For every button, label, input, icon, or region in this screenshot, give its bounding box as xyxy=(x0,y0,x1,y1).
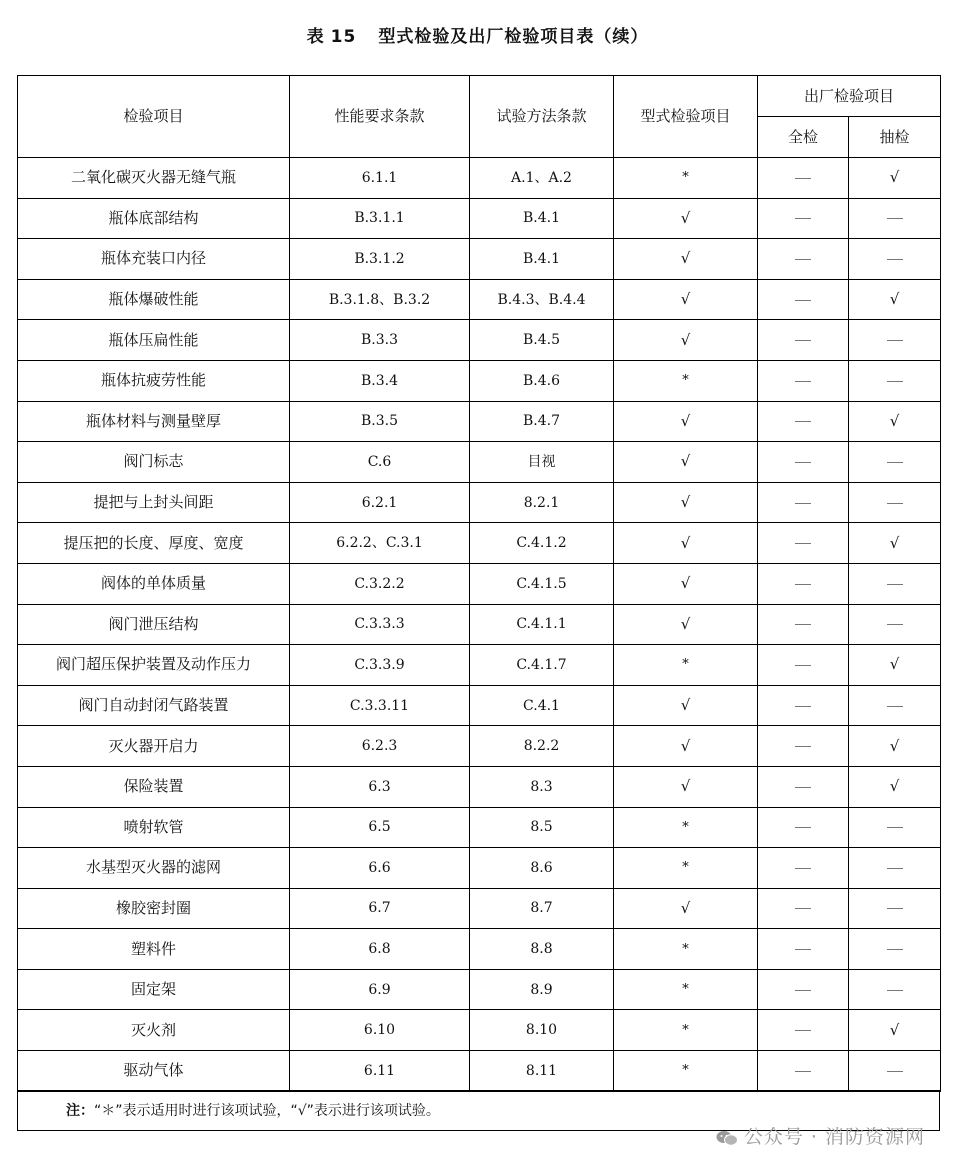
item-cell: 阀门泄压结构 xyxy=(18,604,290,645)
method-cell: 8.2.2 xyxy=(470,726,614,767)
full-inspection-cell xyxy=(758,239,849,280)
table-number: 15 xyxy=(330,27,357,47)
full-inspection-cell xyxy=(758,198,849,239)
inspection-table xyxy=(17,75,941,1092)
full-inspection-cell xyxy=(758,1051,849,1092)
dash-mark xyxy=(887,990,903,991)
method-cell: 8.2.1 xyxy=(470,482,614,523)
table-row xyxy=(18,685,941,726)
requirement-cell: 6.2.2、C.3.1 xyxy=(290,523,470,564)
requirement-cell: 6.10 xyxy=(290,1010,470,1051)
dash-mark xyxy=(795,340,811,341)
requirement-cell: 6.1.1 xyxy=(290,158,470,199)
sample-inspection-cell: √ xyxy=(849,523,941,564)
header-item: 检验项目 xyxy=(18,76,290,158)
watermark xyxy=(716,1122,925,1149)
type-test-cell: √ xyxy=(614,888,758,929)
dash-mark xyxy=(795,584,811,585)
type-test-cell: * xyxy=(614,1051,758,1092)
table-row xyxy=(18,158,941,199)
item-cell: 阀门标志 xyxy=(18,442,290,483)
method-cell: B.4.6 xyxy=(470,360,614,401)
type-test-cell: * xyxy=(614,158,758,199)
type-test-cell: √ xyxy=(614,198,758,239)
sample-inspection-cell xyxy=(849,320,941,361)
method-cell: B.4.1 xyxy=(470,198,614,239)
full-inspection-cell xyxy=(758,401,849,442)
method-cell: 目视 xyxy=(470,442,614,483)
requirement-cell: B.3.5 xyxy=(290,401,470,442)
sample-inspection-cell: √ xyxy=(849,645,941,686)
sample-inspection-cell xyxy=(849,198,941,239)
method-cell: C.4.1.5 xyxy=(470,563,614,604)
requirement-cell: C.3.3.11 xyxy=(290,685,470,726)
item-cell: 驱动气体 xyxy=(18,1051,290,1092)
method-cell: B.4.1 xyxy=(470,239,614,280)
table-row xyxy=(18,888,941,929)
method-cell: 8.9 xyxy=(470,969,614,1010)
item-cell: 塑料件 xyxy=(18,929,290,970)
dash-mark xyxy=(887,868,903,869)
method-cell: C.4.1 xyxy=(470,685,614,726)
type-test-cell: * xyxy=(614,360,758,401)
sample-inspection-cell xyxy=(849,360,941,401)
full-inspection-cell xyxy=(758,1010,849,1051)
sample-inspection-cell xyxy=(849,929,941,970)
type-test-cell: √ xyxy=(614,442,758,483)
header-requirement-clause: 性能要求条款 xyxy=(290,76,470,158)
sample-inspection-cell: √ xyxy=(849,401,941,442)
header-factory-test: 出厂检验项目 xyxy=(758,76,941,117)
item-cell: 固定架 xyxy=(18,969,290,1010)
type-test-cell: * xyxy=(614,807,758,848)
requirement-cell: 6.6 xyxy=(290,848,470,889)
full-inspection-cell xyxy=(758,888,849,929)
header-method-clause: 试验方法条款 xyxy=(470,76,614,158)
item-cell: 瓶体抗疲劳性能 xyxy=(18,360,290,401)
table-row xyxy=(18,969,941,1010)
dash-mark xyxy=(795,908,811,909)
requirement-cell: B.3.1.8、B.3.2 xyxy=(290,279,470,320)
item-cell: 瓶体底部结构 xyxy=(18,198,290,239)
table-row xyxy=(18,1010,941,1051)
table-row xyxy=(18,523,941,564)
table-title-text: 型式检验及出厂检验项目表（续） xyxy=(378,27,649,47)
requirement-cell: 6.7 xyxy=(290,888,470,929)
dash-mark xyxy=(795,868,811,869)
table-row xyxy=(18,401,941,442)
method-cell: 8.6 xyxy=(470,848,614,889)
item-cell: 提把与上封头间距 xyxy=(18,482,290,523)
requirement-cell: B.3.3 xyxy=(290,320,470,361)
sample-inspection-cell: √ xyxy=(849,279,941,320)
dash-mark xyxy=(887,340,903,341)
full-inspection-cell xyxy=(758,929,849,970)
item-cell: 喷射软管 xyxy=(18,807,290,848)
full-inspection-cell xyxy=(758,807,849,848)
full-inspection-cell xyxy=(758,766,849,807)
table-row xyxy=(18,604,941,645)
table-row xyxy=(18,848,941,889)
full-inspection-cell xyxy=(758,360,849,401)
type-test-cell: √ xyxy=(614,604,758,645)
type-test-cell: √ xyxy=(614,279,758,320)
table-row xyxy=(18,929,941,970)
dash-mark xyxy=(795,787,811,788)
item-cell: 保险装置 xyxy=(18,766,290,807)
dash-mark xyxy=(795,543,811,544)
table-row xyxy=(18,239,941,280)
item-cell: 瓶体压扁性能 xyxy=(18,320,290,361)
table-row xyxy=(18,1051,941,1092)
item-cell: 提压把的长度、厚度、宽度 xyxy=(18,523,290,564)
note-text: “＊”表示适用时进行该项试验，“√”表示进行该项试验。 xyxy=(94,1103,440,1119)
type-test-cell: * xyxy=(614,645,758,686)
requirement-cell: 6.2.3 xyxy=(290,726,470,767)
dash-mark xyxy=(795,1030,811,1031)
dash-mark xyxy=(795,949,811,950)
type-test-cell: √ xyxy=(614,239,758,280)
requirement-cell: 6.3 xyxy=(290,766,470,807)
method-cell: A.1、A.2 xyxy=(470,158,614,199)
method-cell: 8.10 xyxy=(470,1010,614,1051)
item-cell: 水基型灭火器的滤网 xyxy=(18,848,290,889)
note-label: 注： xyxy=(66,1103,94,1119)
full-inspection-cell xyxy=(758,604,849,645)
table-row xyxy=(18,279,941,320)
sample-inspection-cell xyxy=(849,807,941,848)
type-test-cell: √ xyxy=(614,401,758,442)
full-inspection-cell xyxy=(758,523,849,564)
item-cell: 瓶体材料与测量壁厚 xyxy=(18,401,290,442)
header-sample-inspection: 抽检 xyxy=(849,117,941,158)
dash-mark xyxy=(887,624,903,625)
dash-mark xyxy=(795,1071,811,1072)
full-inspection-cell xyxy=(758,158,849,199)
requirement-cell: C.3.3.3 xyxy=(290,604,470,645)
item-cell: 二氧化碳灭火器无缝气瓶 xyxy=(18,158,290,199)
sample-inspection-cell xyxy=(849,848,941,889)
type-test-cell: √ xyxy=(614,726,758,767)
wechat-icon xyxy=(716,1130,738,1146)
method-cell: C.4.1.2 xyxy=(470,523,614,564)
dash-mark xyxy=(887,259,903,260)
dash-mark xyxy=(795,381,811,382)
dash-mark xyxy=(795,990,811,991)
type-test-cell: * xyxy=(614,929,758,970)
type-test-cell: * xyxy=(614,848,758,889)
method-cell: 8.3 xyxy=(470,766,614,807)
dash-mark xyxy=(795,827,811,828)
dash-mark xyxy=(795,665,811,666)
sample-inspection-cell xyxy=(849,685,941,726)
method-cell: C.4.1.1 xyxy=(470,604,614,645)
dash-mark xyxy=(887,381,903,382)
requirement-cell: 6.9 xyxy=(290,969,470,1010)
type-test-cell: √ xyxy=(614,685,758,726)
type-test-cell: * xyxy=(614,1010,758,1051)
dash-mark xyxy=(795,503,811,504)
method-cell: B.4.7 xyxy=(470,401,614,442)
method-cell: B.4.5 xyxy=(470,320,614,361)
dash-mark xyxy=(795,259,811,260)
table-row xyxy=(18,198,941,239)
table-row xyxy=(18,442,941,483)
header-type-test: 型式检验项目 xyxy=(614,76,758,158)
dash-mark xyxy=(887,462,903,463)
dash-mark xyxy=(795,421,811,422)
dash-mark xyxy=(795,624,811,625)
item-cell: 瓶体爆破性能 xyxy=(18,279,290,320)
requirement-cell: 6.11 xyxy=(290,1051,470,1092)
full-inspection-cell xyxy=(758,969,849,1010)
table-row xyxy=(18,360,941,401)
method-cell: 8.11 xyxy=(470,1051,614,1092)
sample-inspection-cell: √ xyxy=(849,766,941,807)
dash-mark xyxy=(887,1071,903,1072)
dash-mark xyxy=(795,300,811,301)
sample-inspection-cell: √ xyxy=(849,726,941,767)
item-cell: 瓶体充装口内径 xyxy=(18,239,290,280)
type-test-cell: * xyxy=(614,969,758,1010)
sample-inspection-cell xyxy=(849,239,941,280)
table-row xyxy=(18,726,941,767)
type-test-cell: √ xyxy=(614,320,758,361)
dash-mark xyxy=(795,462,811,463)
requirement-cell: C.3.3.9 xyxy=(290,645,470,686)
sample-inspection-cell xyxy=(849,482,941,523)
requirement-cell: 6.2.1 xyxy=(290,482,470,523)
dash-mark xyxy=(887,218,903,219)
type-test-cell: √ xyxy=(614,766,758,807)
method-cell: C.4.1.7 xyxy=(470,645,614,686)
full-inspection-cell xyxy=(758,279,849,320)
sample-inspection-cell xyxy=(849,604,941,645)
full-inspection-cell xyxy=(758,726,849,767)
full-inspection-cell xyxy=(758,685,849,726)
item-cell: 阀门超压保护装置及动作压力 xyxy=(18,645,290,686)
requirement-cell: B.3.1.2 xyxy=(290,239,470,280)
dash-mark xyxy=(795,746,811,747)
table-title xyxy=(0,22,955,47)
sample-inspection-cell xyxy=(849,563,941,604)
sample-inspection-cell: √ xyxy=(849,1010,941,1051)
item-cell: 阀体的单体质量 xyxy=(18,563,290,604)
requirement-cell: B.3.1.1 xyxy=(290,198,470,239)
full-inspection-cell xyxy=(758,320,849,361)
type-test-cell: √ xyxy=(614,563,758,604)
method-cell: 8.5 xyxy=(470,807,614,848)
full-inspection-cell xyxy=(758,482,849,523)
table-row xyxy=(18,563,941,604)
requirement-cell: 6.5 xyxy=(290,807,470,848)
dash-mark xyxy=(795,178,811,179)
sample-inspection-cell xyxy=(849,969,941,1010)
table-row xyxy=(18,482,941,523)
type-test-cell: √ xyxy=(614,482,758,523)
full-inspection-cell xyxy=(758,848,849,889)
method-cell: B.4.3、B.4.4 xyxy=(470,279,614,320)
watermark-text: 公众号 · 消防资源网 xyxy=(743,1126,925,1148)
dash-mark xyxy=(795,218,811,219)
item-cell: 阀门自动封闭气路装置 xyxy=(18,685,290,726)
dash-mark xyxy=(887,827,903,828)
full-inspection-cell xyxy=(758,563,849,604)
dash-mark xyxy=(887,503,903,504)
dash-mark xyxy=(795,706,811,707)
requirement-cell: C.3.2.2 xyxy=(290,563,470,604)
table-row xyxy=(18,320,941,361)
header-full-inspection: 全检 xyxy=(758,117,849,158)
table-row xyxy=(18,807,941,848)
method-cell: 8.8 xyxy=(470,929,614,970)
sample-inspection-cell xyxy=(849,442,941,483)
sample-inspection-cell xyxy=(849,888,941,929)
item-cell: 橡胶密封圈 xyxy=(18,888,290,929)
type-test-cell: √ xyxy=(614,523,758,564)
full-inspection-cell xyxy=(758,442,849,483)
method-cell: 8.7 xyxy=(470,888,614,929)
sample-inspection-cell: √ xyxy=(849,158,941,199)
dash-mark xyxy=(887,949,903,950)
table-row xyxy=(18,645,941,686)
requirement-cell: 6.8 xyxy=(290,929,470,970)
item-cell: 灭火器开启力 xyxy=(18,726,290,767)
dash-mark xyxy=(887,584,903,585)
item-cell: 灭火剂 xyxy=(18,1010,290,1051)
table-title-prefix: 表 xyxy=(306,27,325,47)
table-row xyxy=(18,766,941,807)
dash-mark xyxy=(887,908,903,909)
full-inspection-cell xyxy=(758,645,849,686)
dash-mark xyxy=(887,706,903,707)
requirement-cell: B.3.4 xyxy=(290,360,470,401)
requirement-cell: C.6 xyxy=(290,442,470,483)
sample-inspection-cell xyxy=(849,1051,941,1092)
